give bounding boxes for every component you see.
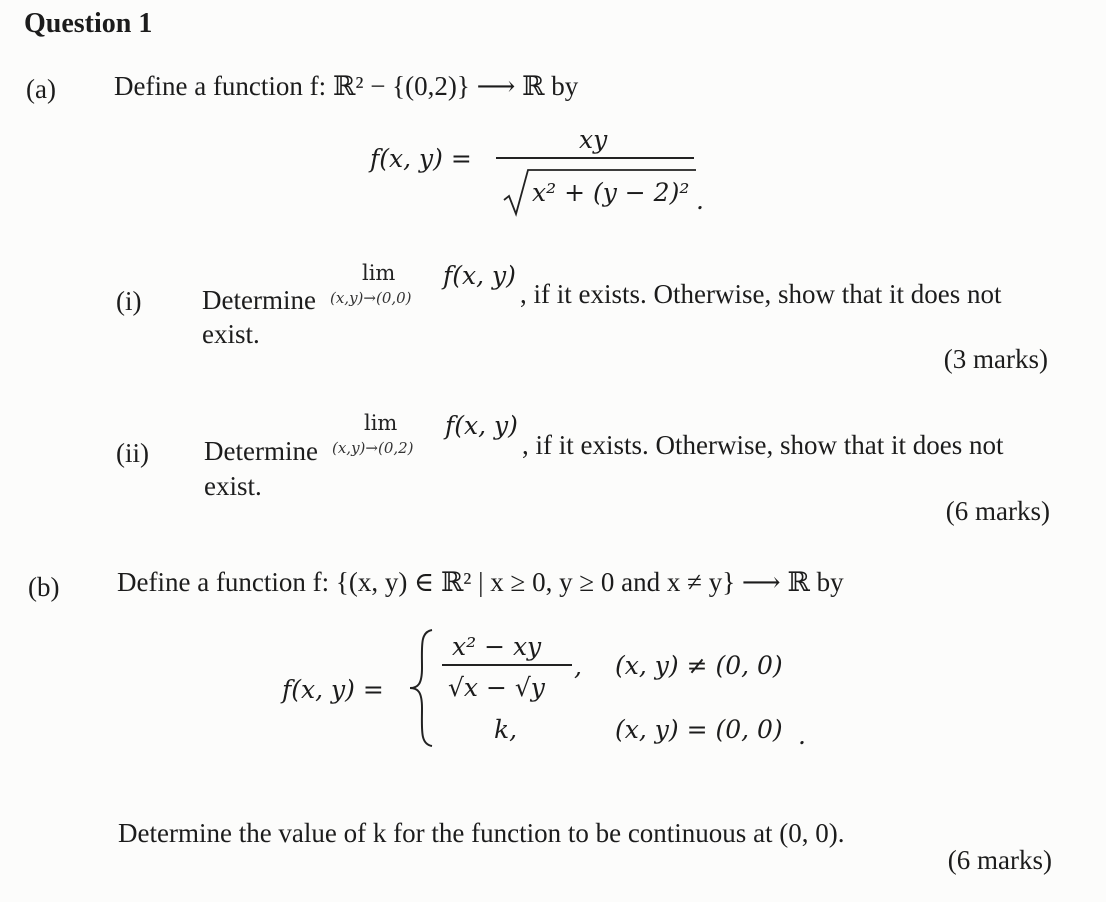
case1-comma: , [574, 652, 582, 681]
sub-ii-line2: exist. [204, 471, 262, 501]
sub-ii-lim-subscript: (x,y)→(0,2) [332, 439, 414, 457]
sub-i-prefix: Determine [202, 285, 316, 315]
part-b-function-lhs: f(x, y) = [282, 675, 384, 704]
sub-i-lim-expression: f(x, y) [443, 261, 516, 290]
part-a-period: . [696, 186, 704, 215]
part-a-numerator: xy [579, 125, 608, 154]
part-b-label: (b) [28, 572, 60, 602]
left-brace-icon [408, 628, 436, 748]
part-a-label: (a) [26, 74, 56, 104]
part-b-task: Determine the value of k for the function to be continuous at (0, 0). [118, 818, 845, 848]
case1-numerator: x² − xy [452, 632, 542, 661]
sqrt-sign-icon [504, 166, 534, 218]
sub-i-line2: exist. [202, 319, 260, 349]
sub-ii-lim-expression: f(x, y) [445, 411, 518, 440]
case2-value: k, [494, 715, 518, 744]
case2-period: . [798, 721, 806, 750]
sub-i-lim-subscript: (x,y)→(0,0) [330, 289, 412, 307]
case1-condition: (x, y) ≠ (0, 0) [615, 651, 783, 680]
sub-i-marks: (3 marks) [943, 344, 1048, 374]
sub-i-lim: lim [362, 261, 396, 285]
sub-ii-prefix: Determine [204, 436, 318, 466]
sub-i-suffix: , if it exists. Otherwise, show that it does not [520, 279, 1002, 309]
sub-ii-lim: lim [364, 411, 398, 435]
part-a-intro: Define a function f: ℝ² − {(0,2)} ⟶ ℝ by [114, 71, 579, 101]
sub-ii-marks: (6 marks) [945, 496, 1050, 526]
part-a-fraction-bar [496, 157, 694, 159]
part-a-denominator: x² + (y − 2)² [532, 178, 690, 207]
case1-denominator: √x − √y [448, 673, 545, 702]
question-title: Question 1 [24, 8, 153, 39]
sub-i-label: (i) [116, 286, 142, 316]
case2-condition: (x, y) = (0, 0) [615, 715, 783, 744]
sub-ii-suffix: , if it exists. Otherwise, show that it does not [522, 430, 1004, 460]
part-b-intro: Define a function f: {(x, y) ∈ ℝ² | x ≥ 0, y ≥ 0 and x ≠ y} ⟶ ℝ by [117, 567, 844, 597]
sub-ii-label: (ii) [116, 438, 149, 468]
part-a-function-lhs: f(x, y) = [370, 144, 472, 173]
part-b-marks: (6 marks) [947, 845, 1052, 875]
case1-fraction-bar [442, 664, 572, 666]
